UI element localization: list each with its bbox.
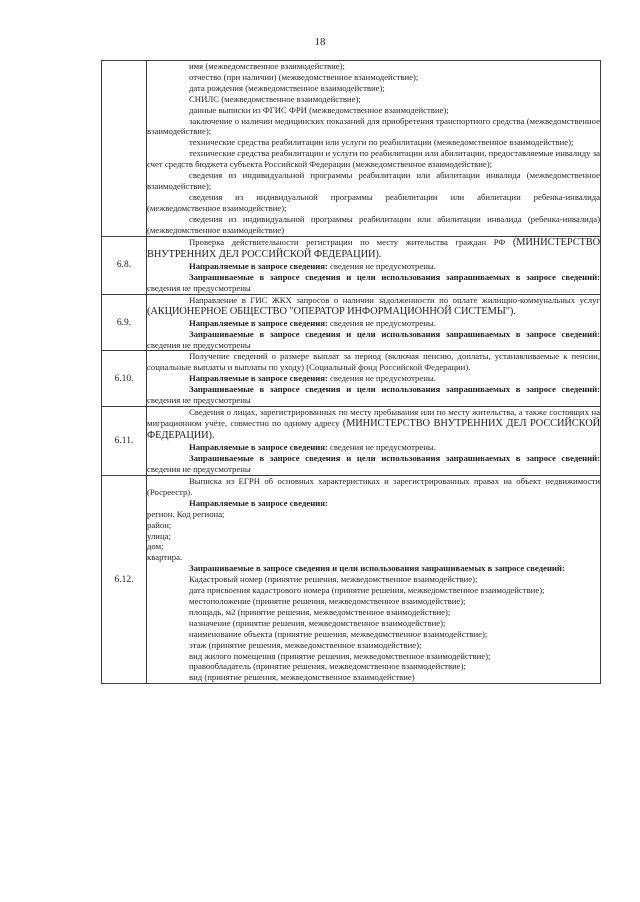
row-number: 6.10. — [102, 351, 147, 407]
list-item: наименование объекта (принятие решения, межведомственное взаимодействие); — [189, 628, 488, 639]
sent-info — [147, 373, 600, 384]
list-item: данные выписки из ФГИС ФРИ (межведомственное взаимодействие); — [189, 104, 449, 115]
row-number — [102, 61, 147, 237]
sent-label: Направляемые в запросе сведения: — [189, 317, 328, 328]
service-name: Проверка действительности регистрации по месту жительства граждан РФ — [189, 236, 506, 247]
row-content — [147, 476, 601, 684]
service-name: Направление в ГИС ЖКХ запросов о наличии задолженности по оплате жилищно-коммунальных услуг — [189, 294, 600, 305]
list-item: СНИЛС (межведомственное взаимодействие); — [189, 93, 361, 104]
row-number: 6.11. — [102, 406, 147, 475]
list-item: сведения из индивидуальной программы реабилитации или абилитации инвалида (ребенка-инвалида) (межведомственное взаимодействие) — [147, 213, 600, 235]
requested-label: Запрашиваемые в запросе сведения и цели использования запрашиваемых в запросе сведений: — [189, 384, 600, 395]
list-item: сведения из индивидуальной программы реабилитации или абилитации ребенка-инвалида (межведомственное взаимодействие); — [147, 191, 600, 213]
sent-label: Направляемые в запросе сведения: — [189, 260, 328, 271]
sent-info — [147, 261, 600, 272]
sent-value: сведения не предусмотрены. — [329, 442, 436, 453]
list-item: район; — [147, 519, 172, 530]
sent-info — [147, 442, 600, 453]
list-item: вид (принятие решения, межведомственное взаимодействие) — [189, 672, 415, 683]
sent-value: сведения не предусмотрены. — [329, 317, 436, 328]
row-content — [147, 294, 601, 351]
sent-label: Направляемые в запросе сведения: — [189, 497, 328, 508]
requested-value: сведения не предусмотрены — [147, 282, 251, 293]
requested-value: сведения не предусмотрены — [147, 339, 251, 350]
list-item: заключение о наличии медицинских показаний для приобретения транспортного средства (межведомственное взаимодействие); — [147, 115, 600, 137]
table-row — [102, 406, 601, 475]
sent-label: Направляемые в запросе сведения: — [189, 442, 328, 453]
list-item: отчество (при наличии) (межведомственное взаимодействие); — [189, 71, 419, 82]
list-item: дата присвоения кадастрового номера (принятие решения, межведомственное взаимодействие); — [189, 585, 545, 596]
service-description: Получение сведений о размере выплат за период (включая пенсию, доплаты, устанавливаемые к пенсии, социальные выплаты и выплаты по уходу) (Социальный фонд Российской Федерации). — [147, 351, 600, 373]
sent-value: сведения не предусмотрены. — [329, 260, 436, 271]
row-number: 6.12. — [102, 476, 147, 684]
requested-label: Запрашиваемые в запросе сведения и цели использования запрашиваемых в запросе сведений: — [189, 563, 565, 574]
requested-info — [147, 329, 600, 351]
row-number: 6.9. — [102, 294, 147, 351]
row-number: 6.8. — [102, 236, 147, 294]
list-item: имя (межведомственное взаимодействие); — [189, 61, 345, 71]
service-provider: (МИНИСТЕРСТВО ВНУТРЕННИХ ДЕЛ РОССИЙСКОЙ ФЕДЕРАЦИИ). — [147, 236, 601, 260]
list-item: дата рождения (межведомственное взаимодействие); — [189, 82, 385, 93]
table-row — [102, 61, 601, 237]
list-item: правообладатель (принятие решения, межведомственное взаимодействие); — [189, 661, 466, 672]
list-item: назначение (принятие решения, межведомственное взаимодействие); — [189, 617, 446, 628]
list-item: вид жилого помещения (принятие решения, межведомственное взаимодействие); — [189, 650, 491, 661]
table-row — [102, 351, 601, 407]
service-name: Сведения о лицах, зарегистрированных по месту пребывания или по месту жительства, а также состоящих на миграционном учёте, совместно по одному адресу — [147, 406, 600, 428]
sent-label: Направляемые в запросе сведения: — [189, 373, 328, 384]
list-item: улица; — [147, 530, 171, 541]
list-item: местоположение (принятие решения, межведомственное взаимодействие); — [189, 595, 466, 606]
requested-label: Запрашиваемые в запросе сведения и цели использования запрашиваемых в запросе сведений: — [189, 453, 600, 464]
list-item: технические средства реабилитации и услуги по реабилитации или абилитации, предоставляемые инвалиду за счет средств бюджета субъекта Российской Федерации (межведомственное взаимодействие); — [147, 148, 600, 170]
list-item: этаж (принятие решения, межведомственное взаимодействие); — [189, 639, 422, 650]
table-row — [102, 294, 601, 351]
list-item: квартира. — [147, 552, 183, 563]
list-item: регион. Код региона; — [147, 508, 225, 519]
row-content — [147, 406, 601, 475]
service-description — [147, 237, 600, 261]
page-number: 18 — [314, 36, 326, 48]
service-provider: (АКЦИОНЕРНОЕ ОБЩЕСТВО "ОПЕРАТОР ИНФОРМАЦИОННОЙ СИСТЕМЫ"). — [147, 305, 516, 317]
table-row — [102, 236, 601, 294]
row-content — [147, 236, 601, 294]
requested-label: Запрашиваемые в запросе сведения и цели использования запрашиваемых в запросе сведений: — [189, 271, 600, 282]
list-item: площадь, м2 (принятие решения, межведомственное взаимодействие); — [189, 606, 451, 617]
requested-info — [147, 384, 600, 406]
requested-label: Запрашиваемые в запросе сведения и цели использования запрашиваемых в запросе сведений: — [189, 328, 600, 339]
service-provider: (МИНИСТЕРСТВО ВНУТРЕННИХ ДЕЛ РОССИЙСКОЙ ФЕДЕРАЦИИ). — [147, 417, 601, 442]
row-content — [147, 61, 601, 237]
row-content — [147, 351, 601, 407]
requested-info — [147, 272, 600, 294]
table-row — [102, 476, 601, 684]
list-item: технические средства реабилитации или услуги по реабилитации (межведомственное взаимодействие); — [189, 137, 574, 148]
list-item: сведения из индивидуальной программы реабилитации или абилитации инвалида (межведомственное взаимодействие); — [147, 170, 600, 191]
sent-info — [147, 318, 600, 329]
requested-value: сведения не предусмотрены — [147, 464, 251, 475]
service-description: Выписка из ЕГРН об основных характеристиках и зарегистрированных правах на объект недвижимости (Росреестр). — [147, 476, 600, 497]
list-item: Кадастровый номер (принятие решения, межведомственное взаимодействие); — [189, 574, 478, 585]
requested-info — [147, 453, 600, 475]
service-description — [147, 407, 600, 442]
service-description — [147, 295, 600, 318]
services-table — [101, 60, 601, 684]
sent-value: сведения не предусмотрены. — [329, 373, 436, 384]
list-item: дом; — [147, 541, 164, 552]
requested-value: сведения не предусмотрены — [147, 395, 251, 406]
